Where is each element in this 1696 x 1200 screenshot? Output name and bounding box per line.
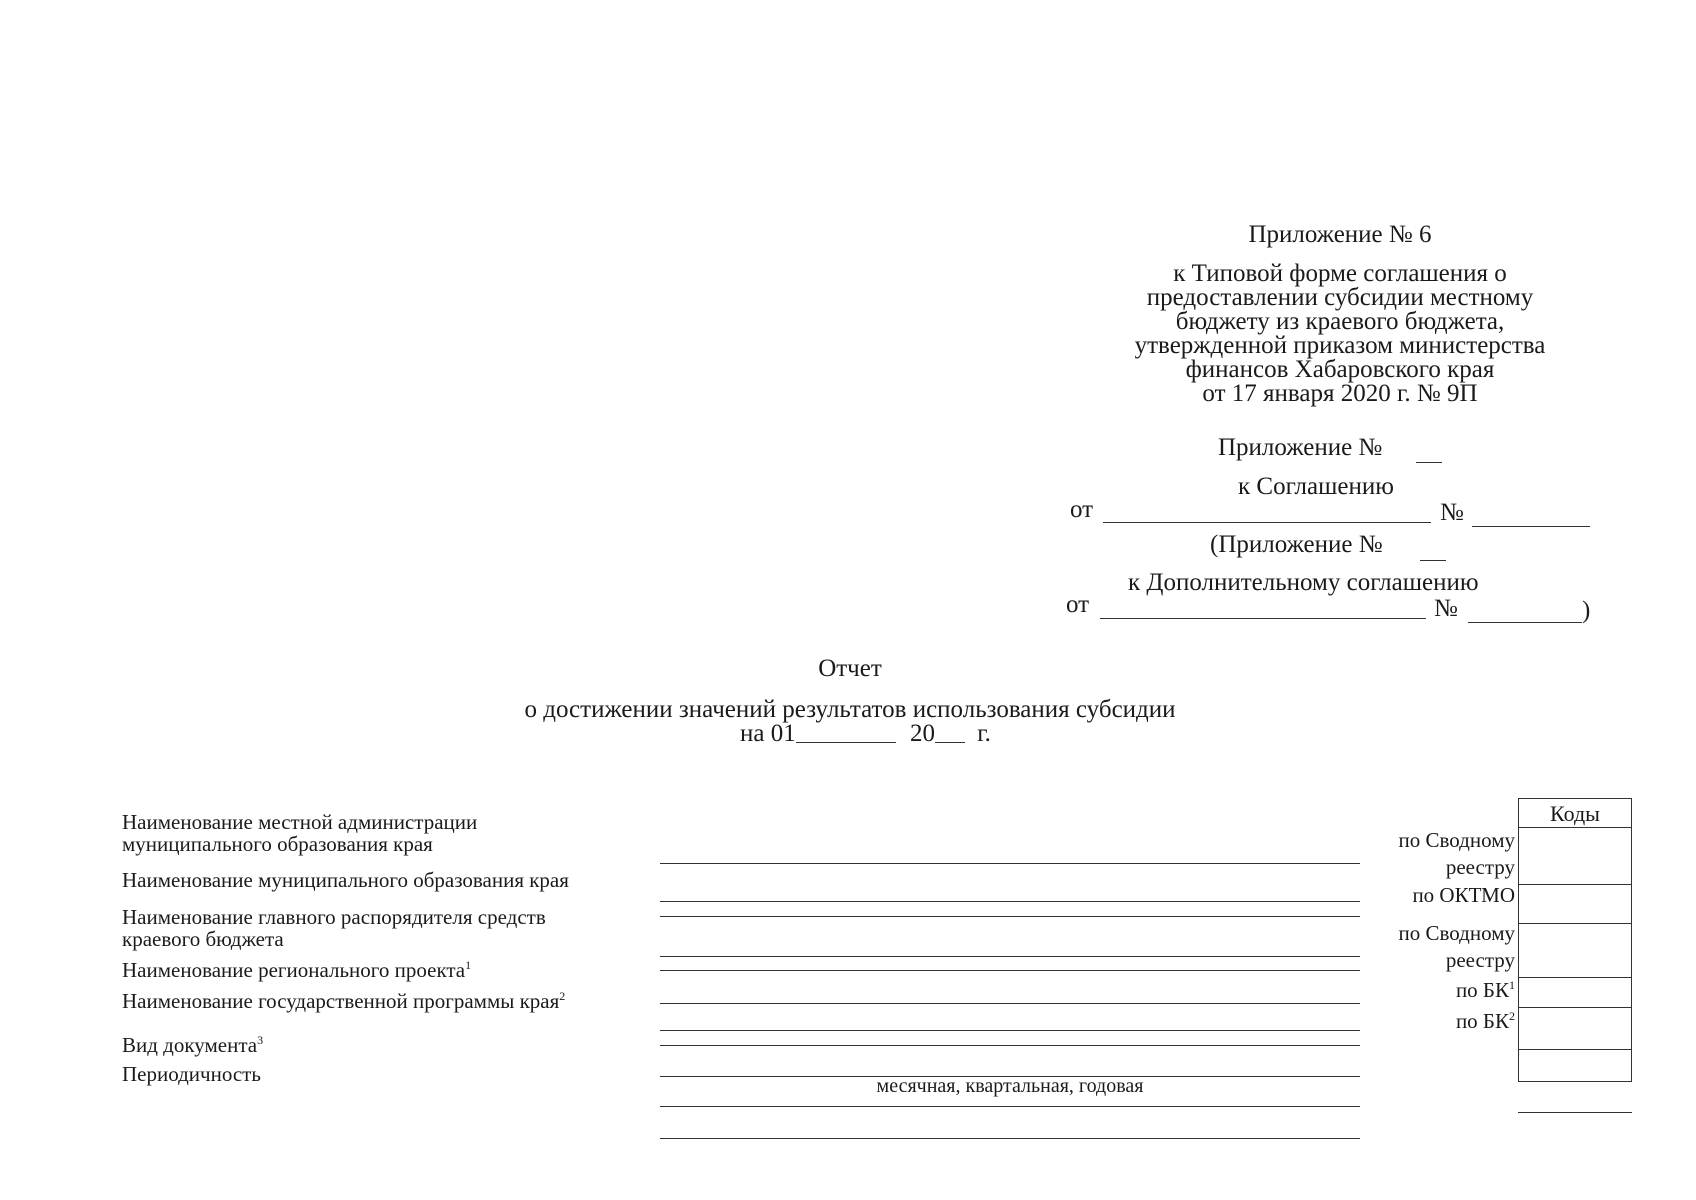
code-label-consolidated-registry-2 [1360,920,1515,974]
code-label-line: реестру [1445,855,1515,879]
codes-header: Коды [1550,801,1600,826]
code-label-bk2-text: по БК [1455,1009,1509,1033]
report-subtitle: о достижении значений результатов использования субсидии [524,696,1176,723]
code-label-oktmo: по ОКТМО [1412,883,1515,907]
appendix-line: финансов Хабаровского края [1185,356,1495,383]
regional-project-label [122,959,471,981]
regional-project-label-text: Наименование регионального проекта [122,958,466,982]
code-label-line: по Сводному [1398,921,1515,945]
local-admin-label [122,811,477,855]
supplementary-date-line[interactable] [1100,618,1426,619]
doc-type-label [122,1034,263,1056]
code-label-line: реестру [1445,948,1515,972]
report-date-month-blank[interactable] [796,722,896,743]
extra-fill-line[interactable] [660,1138,1360,1139]
main-manager-label-line1: Наименование главного распорядителя средств [122,905,546,929]
appendix-title: Приложение № 6 [1248,221,1432,248]
codes-row-divider [1519,1007,1631,1008]
codes-table [1518,798,1632,1082]
code-label-bk2 [1360,1008,1515,1035]
municipality-label: Наименование муниципального образования края [122,868,569,892]
state-program-label-text: Наименование государственной программы края [122,989,560,1013]
agreement-to-label: к Соглашению [1238,473,1394,500]
agreement-from-label: от [1070,496,1094,523]
main-manager-top-line [660,916,1360,917]
agreement-date-line[interactable] [1103,522,1431,523]
code-label-bk1-text: по БК [1455,978,1509,1002]
agreement-number-line[interactable] [1472,526,1590,527]
report-date-year: 20 [909,720,935,747]
supplementary-appendix-number-line[interactable] [1420,560,1446,561]
doc-type-top-line [660,1045,1360,1046]
supplementary-appendix-label: (Приложение № [1210,531,1383,558]
regional-project-top-line [660,970,1360,971]
doc-type-footnote: 3 [257,1033,264,1047]
appendix-line: от 17 января 2020 г. № 9П [1202,380,1478,407]
main-manager-fill-line[interactable] [660,956,1360,957]
report-date-prefix: на 01 [740,720,796,747]
local-admin-label-line1: Наименование местной администрации [122,810,478,834]
codes-row-divider [1519,827,1631,828]
code-label-bk1-footnote: 1 [1509,978,1515,992]
agreement-number-label: № [1440,499,1464,526]
regional-project-fill-line[interactable] [660,1003,1360,1004]
codes-extra-line[interactable] [1518,1112,1632,1113]
appendix-line: к Типовой форме соглашения о [1173,260,1507,287]
main-manager-label [122,906,546,950]
appendix-line: бюджету из краевого бюджета, [1175,308,1505,335]
appendix-description [1070,262,1610,406]
periodicity-fill-line[interactable] [660,1106,1360,1107]
appendix-line: утвержденной приказом министерства [1134,332,1546,359]
code-label-line: по Сводному [1398,828,1515,852]
report-title: Отчет [818,655,882,682]
codes-row-divider [1519,923,1631,924]
doc-type-label-text: Вид документа [122,1033,258,1057]
regional-project-footnote: 1 [465,958,472,972]
supplementary-from-label: от [1066,591,1090,618]
state-program-fill-line[interactable] [660,1030,1360,1031]
periodicity-hint: месячная, квартальная, годовая [876,1075,1144,1097]
municipality-fill-line[interactable] [660,901,1360,902]
periodicity-label: Периодичность [122,1062,261,1086]
supplementary-close-paren: ) [1582,597,1591,624]
report-date-year-blank[interactable] [935,722,965,743]
report-date-suffix: г. [977,720,991,747]
codes-row-divider [1519,977,1631,978]
supplementary-number-label: № [1434,595,1458,622]
agreement-appendix-number-line[interactable] [1416,462,1442,463]
code-label-bk2-footnote: 2 [1509,1009,1515,1023]
supplementary-number-line[interactable] [1468,622,1582,623]
state-program-label [122,990,565,1012]
supplementary-to-label: к Дополнительному соглашению [1128,569,1479,596]
report-date [740,721,991,746]
agreement-appendix-label: Приложение № [1218,434,1383,461]
codes-row-divider [1519,1049,1631,1050]
appendix-line: предоставлении субсидии местному [1146,284,1534,311]
codes-row-divider [1519,884,1631,885]
local-admin-label-line2: муниципального образования края [122,832,433,856]
code-label-bk1 [1360,977,1515,1004]
code-label-consolidated-registry-1 [1360,827,1515,881]
local-admin-fill-line[interactable] [660,863,1360,864]
main-manager-label-line2: краевого бюджета [122,927,284,951]
state-program-footnote: 2 [559,989,566,1003]
